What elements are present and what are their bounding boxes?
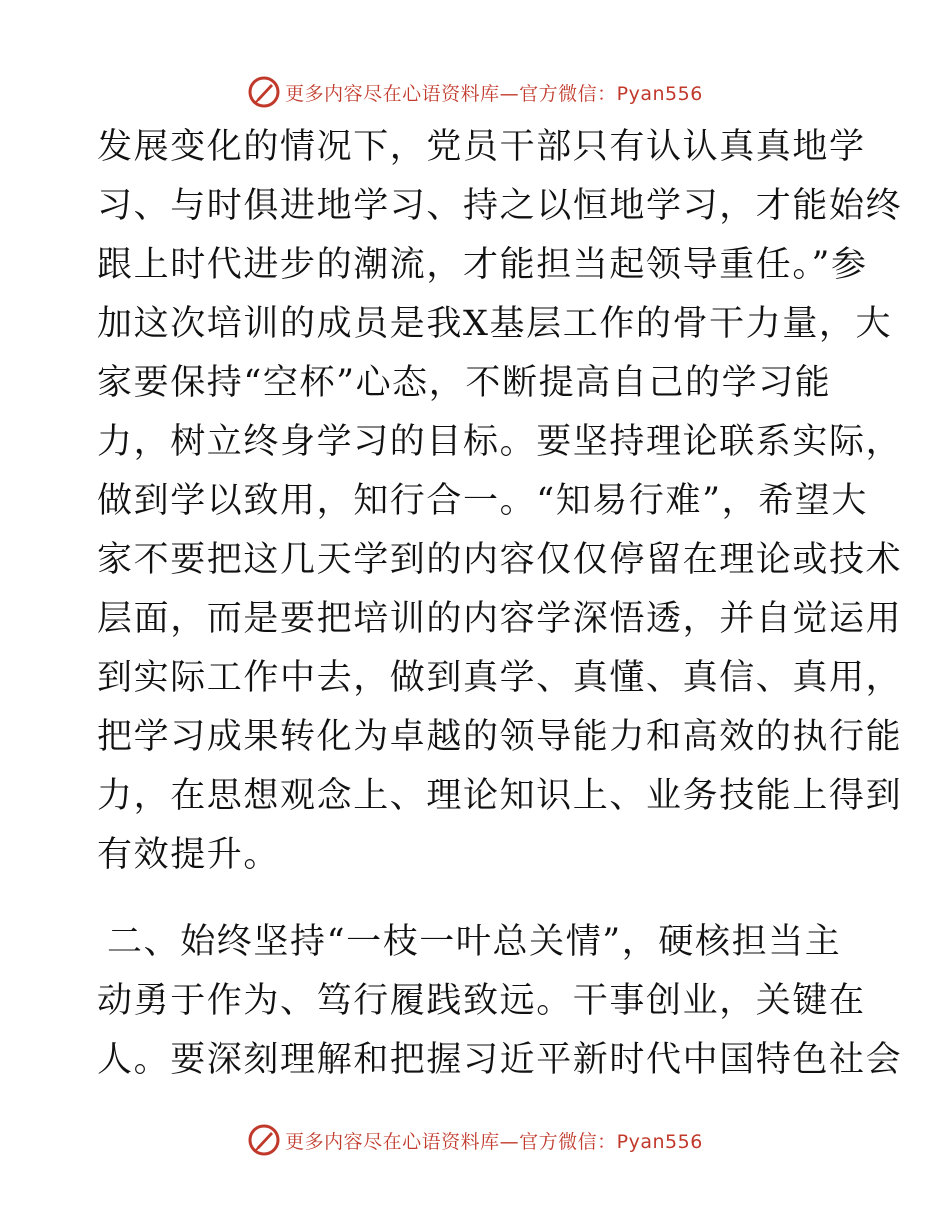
paragraph-1 <box>97 118 903 885</box>
text-line: 发展变化的情况下，党员干部只有认认真真地学 <box>97 127 866 167</box>
footer-banner <box>0 1120 950 1160</box>
text-line: 加这次培训的成员是我X基层工作的骨干力量，大 <box>97 304 893 344</box>
text-line: 跟上时代进步的潮流，才能担当起领导重任。”参 <box>97 245 868 285</box>
footer-banner-text: 更多内容尽在心语资料库—官方微信：Pyan556 <box>285 1130 703 1153</box>
text-line: 动勇于作为、笃行履践致远。干事创业，关键在 <box>97 981 866 1021</box>
quill-circle-logo-icon <box>247 1123 281 1157</box>
section-heading-line: 二、始终坚持“一枝一叶总关情”，硬核担当主 <box>107 922 842 962</box>
text-line: 把学习成果转化为卓越的领导能力和高效的执行能 <box>97 717 903 757</box>
text-line: 力，在思想观念上、理论知识上、业务技能上得到 <box>97 776 903 816</box>
text-line: 习、与时俱进地学习、持之以恒地学习，才能始终 <box>97 186 903 226</box>
document-body <box>97 118 903 1090</box>
text-line: 家不要把这几天学到的内容仅仅停留在理论或技术 <box>97 540 903 580</box>
header-banner-text: 更多内容尽在心语资料库—官方微信：Pyan556 <box>285 82 703 105</box>
text-line: 做到学以致用，知行合一。“知易行难”，希望大 <box>97 481 868 521</box>
text-line: 层面，而是要把培训的内容学深悟透，并自觉运用 <box>97 599 903 639</box>
header-banner <box>0 72 950 112</box>
text-line: 到实际工作中去，做到真学、真懂、真信、真用， <box>97 658 903 698</box>
paragraph-2 <box>97 913 903 1090</box>
text-line: 有效提升。 <box>97 835 281 875</box>
quill-circle-logo-icon <box>247 75 281 109</box>
text-line: 人。要深刻理解和把握习近平新时代中国特色社会 <box>97 1040 903 1080</box>
paragraph-gap <box>97 885 857 913</box>
text-line: 力，树立终身学习的目标。要坚持理论联系实际， <box>97 422 903 462</box>
text-line: 家要保持“空杯”心态，不断提高自己的学习能 <box>97 363 832 403</box>
